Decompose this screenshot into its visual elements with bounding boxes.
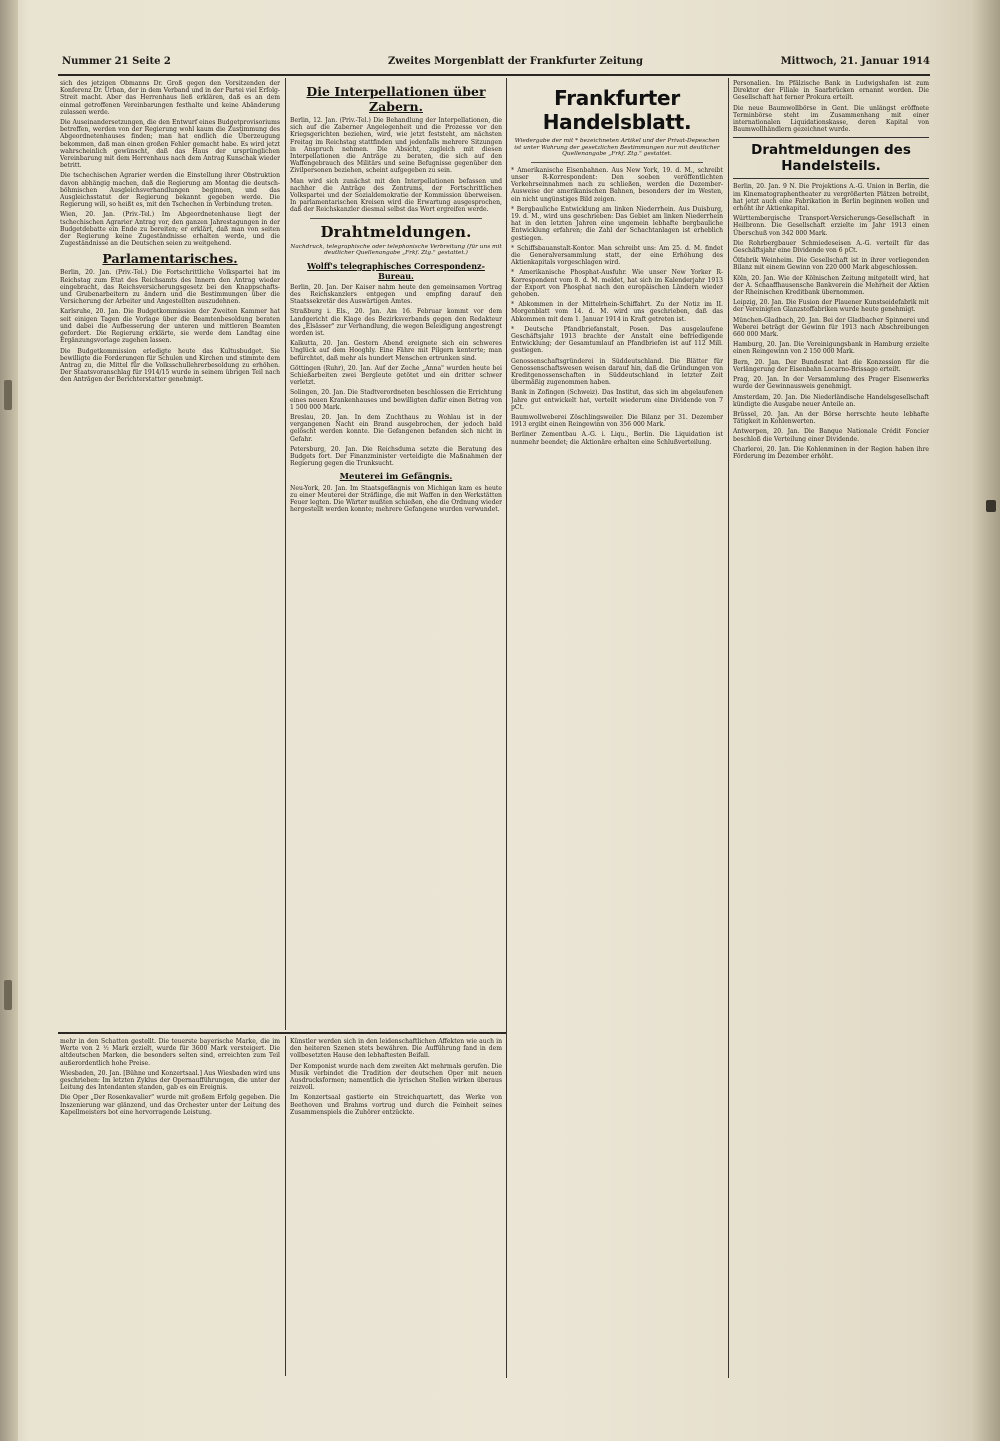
article-paragraph: Die tschechischen Agrarier werden die Einstellung ihrer Obstruktion davon abhängig machen, daß die Regierung am Montag die deutsch-böhmischen Ausgleichsverhandlungen beginnen, und das Ausgleichsstatut der Regierung bekannt gegeben werde. Die Regierung will, so heißt es, mit den Tschechen in Verbindung treten. — [60, 172, 280, 209]
news-item: Göttingen (Ruhr), 20. Jan. Auf der Zeche „Anna" wurden heute bei Schießarbeiten zwei Bergleute getötet und ein dritter schwer verletzt. — [290, 364, 502, 387]
news-item: Straßburg i. Els., 20. Jan. Am 16. Februar kommt vor dem Landgericht die Klage des Bezirksverbands gegen den Redakteur des „Elsässer" zur Verhandlung, die wegen Beleidigung angestrengt worden ist. — [290, 308, 502, 338]
column-rule — [285, 1036, 286, 1376]
column-rule — [506, 78, 507, 1378]
news-item: Breslau, 20. Jan. In dem Zuchthaus zu Wohlau ist in der vergangenen Nacht ein Brand ausgebrochen, der jedoch bald gelöscht werden konnte. Die Gefangenen befanden sich nicht in Gefahr. — [290, 414, 502, 443]
feuilleton-column-1 — [60, 1038, 280, 1376]
feuilleton-rule — [58, 1032, 506, 1034]
business-item: * Abkommen in der Mittelrhein-Schiffahrt. Zu der Notiz im II. Morgenblatt vom 14. d. M. wird uns geschrieben, daß das Abkommen mit dem 1. Januar 1914 in Kraft getreten ist. — [511, 301, 723, 323]
business-item: Die Rohrbergbauer Schmiedeseisen A.-G. verteilt für das Geschäftsjahr eine Dividende von 6 pCt. — [733, 239, 929, 255]
punch-hole — [986, 500, 996, 512]
page-spine — [0, 0, 18, 1441]
header-date: Mittwoch, 21. Januar 1914 — [780, 56, 930, 67]
business-item: Personalien. Im Pfälzische Bank in Ludwigshafen ist zum Direktor der Filiale in Saarbrücken ernannt worden. Die Gesellschaft hat ferner Prokura erteilt. — [733, 80, 929, 102]
business-item: Ölfabrik Weinheim. Die Gesellschaft ist in ihrer vorliegenden Bilanz mit einem Gewinn von 220 000 Mark abgeschlossen. — [733, 257, 929, 272]
article-paragraph: Berlin, 20. Jan. (Priv.-Tel.) Die Fortschrittliche Volkspartei hat im Reichstag zum Etat des Reichsamts des Innern den Antrag wieder eingebracht, das Reichsversicherungsgesetz bei den Knappschafts- und Grubenarbeitern zu ändern und die Bestimmungen über die Versicherung der Arbeiter und Angestellten auszudehnen. — [60, 269, 280, 306]
news-item: Neu-York, 20. Jan. Im Staatsgefängnis von Michigan kam es heute zu einer Meuterei der Sträflinge, die mit Waffen in den Werkstätten Feuer legten. Die Wärter mußten schießen, ehe die Ordnung wieder hergestellt werden konnte; mehrere Gefangene wurden verwundet. — [290, 484, 502, 514]
section-heading-drahtmeldungen-handelsteil: Drahtmeldungen des Handelsteils. — [733, 137, 929, 179]
column-rule — [728, 78, 729, 1378]
news-item: Solingen, 20. Jan. Die Stadtverordneten beschlossen die Errichtung eines neuen Krankenhauses und bewilligten dafür einen Betrag von 1 500 000 Mark. — [290, 389, 502, 411]
feuilleton-paragraph: Die Oper „Der Rosenkavalier" wurde mit großem Erfolg gegeben. Die Inszenierung war glänzend, und das Orchester unter der Leitung des Kapellmeisters bot eine hervorragende Leistung. — [60, 1094, 280, 1116]
business-item: Charleroi, 20. Jan. Die Kohlenminen in der Region haben ihre Förderung im Dezember erhöht. — [733, 445, 929, 460]
header-masthead: Zweites Morgenblatt der Frankfurter Zeitung — [388, 56, 643, 67]
business-item: Antwerpen, 20. Jan. Die Banque Nationale Crédit Foncier beschloß die Verteilung einer Dividende. — [733, 428, 929, 443]
feuilleton-column-2 — [290, 1038, 502, 1376]
business-item: Die neue Baumwollbörse in Gent. Die unlängst eröffnete Terminbörse steht im Zusammenhang mit einer internationalen Liquidationskasse, deren Kapital von Baumwollhändlern gezeichnet wurde. — [733, 104, 929, 134]
feuilleton-paragraph: Wiesbaden, 20. Jan. [Bühne und Konzertsaal.] Aus Wiesbaden wird uns geschrieben: Im letzten Zyklus der Opernaufführungen, die unter der Leitung des Intendanten standen, gab es ein Ereignis. — [60, 1069, 280, 1092]
article-paragraph: Die Budgetkommission erledigte heute das Kultusbudget. Sie bewilligte die Forderungen für Schulen und Kirchen und stimmte dem Antrag zu, die Mittel für die Volksschullehrerbesoldung zu erhöhen. Der Staatsvoranschlag für 1914/15 wurde in seinem übrigen Teil nach den Anträgen der Berichterstatter genehmigt. — [60, 347, 280, 384]
section-heading-zabern: Die Interpellationen über Zabern. — [306, 84, 486, 114]
page-header — [58, 56, 930, 72]
business-item: Berliner Zementbau A.-G. i. Liqu., Berlin. Die Liquidation ist nunmehr beendet; die Aktionäre erhalten eine Schlußverteilung. — [511, 431, 723, 446]
header-page-number: Nummer 21 Seite 2 — [62, 56, 171, 67]
column-1 — [60, 80, 280, 1026]
section-title-handelsblatt: Frankfurter Handelsblatt. — [542, 86, 692, 134]
business-item: Hamburg, 20. Jan. Die Vereinigungsbank in Hamburg erzielte einen Reingewinn von 2 150 000 Mark. — [733, 341, 929, 356]
business-item: Amsterdam, 20. Jan. Die Niederländische Handelsgesellschaft kündigte die Ausgabe neuer Anteile an. — [733, 393, 929, 408]
business-item: * Schiffsbauanstalt-Kontor. Man schreibt uns: Am 25. d. M. findet die Generalversammlung statt, der eine Erhöhung des Aktienkapitals vorgeschlagen wird. — [511, 244, 723, 267]
business-item: Württembergische Transport-Versicherungs-Gesellschaft in Heilbronn. Die Gesellschaft erzielte im Jahr 1913 einen Überschuß von 342 000 Mark. — [733, 215, 929, 237]
divider — [310, 218, 482, 219]
news-item: Kalkutta, 20. Jan. Gestern Abend ereignete sich ein schweres Unglück auf dem Hooghly. Eine Fähre mit Pilgern kenterte; man befürchtet, daß mehr als hundert Menschen ertrunken sind. — [290, 340, 502, 362]
feuilleton-paragraph: mehr in den Schatten gestellt. Die teuerste bayerische Marke, die im Werte von 2 ½ Mark erzielt, wurde für 3600 Mark versteigert. Die altdeutschen Marken, die besonders selten sind, erreichten zum Teil außerordentlich hohe Preise. — [60, 1038, 280, 1067]
business-item: Bern, 20. Jan. Der Bundesrat hat die Konzession für die Verlängerung der Eisenbahn Locarno-Brissago erteilt. — [733, 358, 929, 373]
news-item: Petersburg, 20. Jan. Die Reichsduma setzte die Beratung des Budgets fort. Der Finanzminister verteidigte die Maßnahmen der Regierung gegen die Trunksucht. — [290, 445, 502, 468]
article-paragraph: Wien, 20. Jan. (Priv.-Tel.) Im Abgeordnetenhause liegt der tschechischen Agrarier Antrag vor, den ganzen Jahrestagungen in der Budgetdebatte ein Ende zu bereiten; er erklärt, daß man von seiten der Regierung keine Zugeständnisse erhalten werde, und die Zugeständnisse an die Deutschen seien zu weitgehend. — [60, 211, 280, 248]
business-item: * Bergbauliche Entwicklung am linken Niederrhein. Aus Duisburg, 19. d. M., wird uns geschrieben: Das Gebiet am linken Niederrhein hat in den letzten Jahren eine ungemein lebhafte bergbauliche Entwicklung erfahren; die Zahl der Schachtanlagen ist erheblich gestiegen. — [511, 205, 723, 242]
divider — [531, 162, 703, 163]
section-heading-parlamentarisches: Parlamentarisches. — [102, 251, 238, 267]
business-item: * Deutsche Pfandbriefanstalt, Posen. Das ausgelaufene Geschäftsjahr 1913 brachte der Anstalt eine befriedigende Entwicklung; der Gesamtumlauf an Pfandbriefen ist auf 112 Mill. gestiegen. — [511, 325, 723, 355]
column-2 — [290, 80, 502, 1026]
feuilleton-paragraph: Der Komponist wurde nach dem zweiten Akt mehrmals gerufen. Die Musik verbindet die Tradition der deutschen Oper mit neuen Ausdrucksformen; namentlich die lyrischen Stellen wirken überaus reizvoll. — [290, 1062, 502, 1092]
header-rule — [58, 74, 930, 76]
reprint-notice: Wiedergabe der mit * bezeichneten Artikel und der Privat-Depeschen ist unter Wahrung der gesetzlichen Bestimmungen nur mit deutlicher Quellenangabe „Frkf. Ztg." gestattet. — [514, 138, 720, 158]
business-item: * Amerikanische Eisenbahnen. Aus New York, 19. d. M., schreibt unser R-Korrespondent: Den soeben veröffentlichten Verkehrseinnahmen nach zu schließen, werden die Dezember-Ausweise der amerikanischen Bahnen, besonders der im Westen, ein nicht ungünstiges Bild zeigen. — [511, 166, 723, 203]
column-3 — [511, 80, 723, 1376]
business-item: Brüssel, 20. Jan. An der Börse herrschte heute lebhafte Tätigkeit in Kohlenwerten. — [733, 410, 929, 426]
business-item: München-Gladbach, 20. Jan. Bei der Gladbacher Spinnerei und Weberei beträgt der Gewinn für 1913 nach Abschreibungen 660 000 Mark. — [733, 316, 929, 339]
business-item: Köln, 20. Jan. Wie der Kölnischen Zeitung mitgeteilt wird, hat der A. Schaaffhausensche Bankverein die Mehrheit der Aktien der Rheinischen Kreditbank übernommen. — [733, 274, 929, 297]
business-item: Leipzig, 20. Jan. Die Fusion der Plauener Kunstseidefabrik mit der Vereinigten Glanzstoffabriken wurde heute genehmigt. — [733, 299, 929, 314]
article-paragraph: sich des jetzigen Obmanns Dr. Groß gegen den Vorsitzenden der Konferenz Dr. Urban, der in dem Verband und in der Partei viel Erfolg-Streit macht. Aber das Herrenhaus ließ erklären, daß es an dem einmal getroffenen Vereinbarungen festhalte und keine Abänderung zulassen werde. — [60, 80, 280, 116]
feuilleton-paragraph: Im Konzertsaal gastierte ein Streichquartett, das Werke von Beethoven und Brahms vortrug und durch die Feinheit seines Zusammenspiels die Zuhörer entzückte. — [290, 1094, 502, 1116]
business-item: Prag, 20. Jan. In der Versammlung des Prager Eisenwerks wurde der Gewinnausweis genehmigt. — [733, 376, 929, 391]
binder-mark — [4, 980, 12, 1010]
article-paragraph: Berlin, 12. Jan. (Priv.-Tel.) Die Behandlung der Interpellationen, die sich auf die Zaberner Angelegenheit und die Prozesse vor den Kriegsgerichten beziehen, wird, wie jetzt feststeht, am nächsten Freitag im Reichstag stattfinden und jedenfalls mehrere Sitzungen in Anspruch nehmen. Die Absicht, zugleich mit diesen Interpellationen die Anträge zu beraten, die sich auf den Waffengebrauch des Militärs und seine Befugnisse gegenüber den Zivilpersonen beziehen, scheint aufgegeben zu sein. — [290, 117, 502, 175]
feuilleton-paragraph: Künstler werden sich in den leidenschaftlichen Affekten wie auch in den heiteren Szenen stets bewähren. Die Aufführung fand in dem vollbesetzten Hause den lebhaftesten Beifall. — [290, 1038, 502, 1060]
page-edge-shadow — [972, 0, 1000, 1441]
business-item: * Amerikanische Phosphat-Ausfuhr. Wie unser New Yorker R-Korrespondent vom 8. d. M. meldet, hat sich im Kalenderjahr 1913 der Export von Phosphat nach den europäischen Ländern wieder gehoben. — [511, 269, 723, 299]
article-paragraph: Karlsruhe, 20. Jan. Die Budgetkommission der Zweiten Kammer hat seit einigen Tagen die Vorlage über die Beamtenbesoldung beraten und dabei die Aufbesserung der unteren und mittleren Beamten gefordert. Die Regierung erklärte, sie werde dem Landtag eine Ergänzungsvorlage zugehen lassen. — [60, 308, 280, 345]
binder-mark — [4, 380, 12, 410]
column-4 — [733, 80, 929, 1376]
business-item: Genossenschaftsgründerei in Süddeutschland. Die Blätter für Genossenschaftswesen weisen darauf hin, daß die Gründungen von Kreditgenossenschaften in Süddeutschland in letzter Zeit übermäßig zugenommen haben. — [511, 357, 723, 387]
article-paragraph: Man wird sich zunächst mit den Interpellationen befassen und nachher die Anträge des Zentrums, der Fortschrittlichen Volkspartei und der Sozialdemokratie der Kommission überweisen. In parlamentarischen Kreisen wird die Erwartung ausgesprochen, daß der Reichskanzler diesmal selbst das Wort ergreifen werde. — [290, 177, 502, 214]
column-rule — [285, 78, 286, 1030]
article-paragraph: Die Auseinandersetzungen, die den Entwurf eines Budgetprovisoriums betreffen, werden von der Regierung wohl kaum die Zustimmung des Abgeordnetenhauses finden; man hat endlich die Überzeugung bekommen, daß man einen großen Fehler gemacht habe. Es wird jetzt wahrscheinlich gewünscht, daß das Haus der ursprünglichen Vereinbarung mit dem Herrenhaus nach dem Antrag Kunschak wieder betritt. — [60, 119, 280, 170]
reprint-notice: Nachdruck, telegraphische oder telephonische Verbreitung (für uns mit deutlicher Quellenangabe „Frkf. Ztg." gestattet.) — [290, 243, 502, 257]
news-item: Berlin, 20. Jan. Der Kaiser nahm heute den gemeinsamen Vortrag des Reichskanzlers entgegen und empfing darauf den Staatssekretär des Auswärtigen Amtes. — [290, 283, 502, 306]
business-item: Baumwollweberei Zöschlingsweiler. Die Bilanz per 31. Dezember 1913 ergibt einen Reingewinn von 356 000 Mark. — [511, 414, 723, 429]
business-item: Bank in Zofingen (Schweiz). Das Institut, das sich im abgelaufenen Jahre gut entwickelt hat, verteilt wiederum eine Dividende von 7 pCt. — [511, 389, 723, 411]
agency-heading: Wolff's telegraphisches Correspondenz-Bureau. — [307, 260, 485, 281]
section-heading-drahtmeldungen: Drahtmeldungen. — [320, 222, 472, 241]
business-item: Berlin, 20. Jan. 9 N. Die Projektions A.-G. Union in Berlin, die im Kinematographentheater zu vergrößerten Plätzen betreibt, hat jetzt auch eine Fabrikation in Berlin beginnen wollen und erhöht ihr Aktienkapital. — [733, 183, 929, 213]
section-heading-meuterei: Meuterei im Gefängnis. — [339, 471, 453, 482]
